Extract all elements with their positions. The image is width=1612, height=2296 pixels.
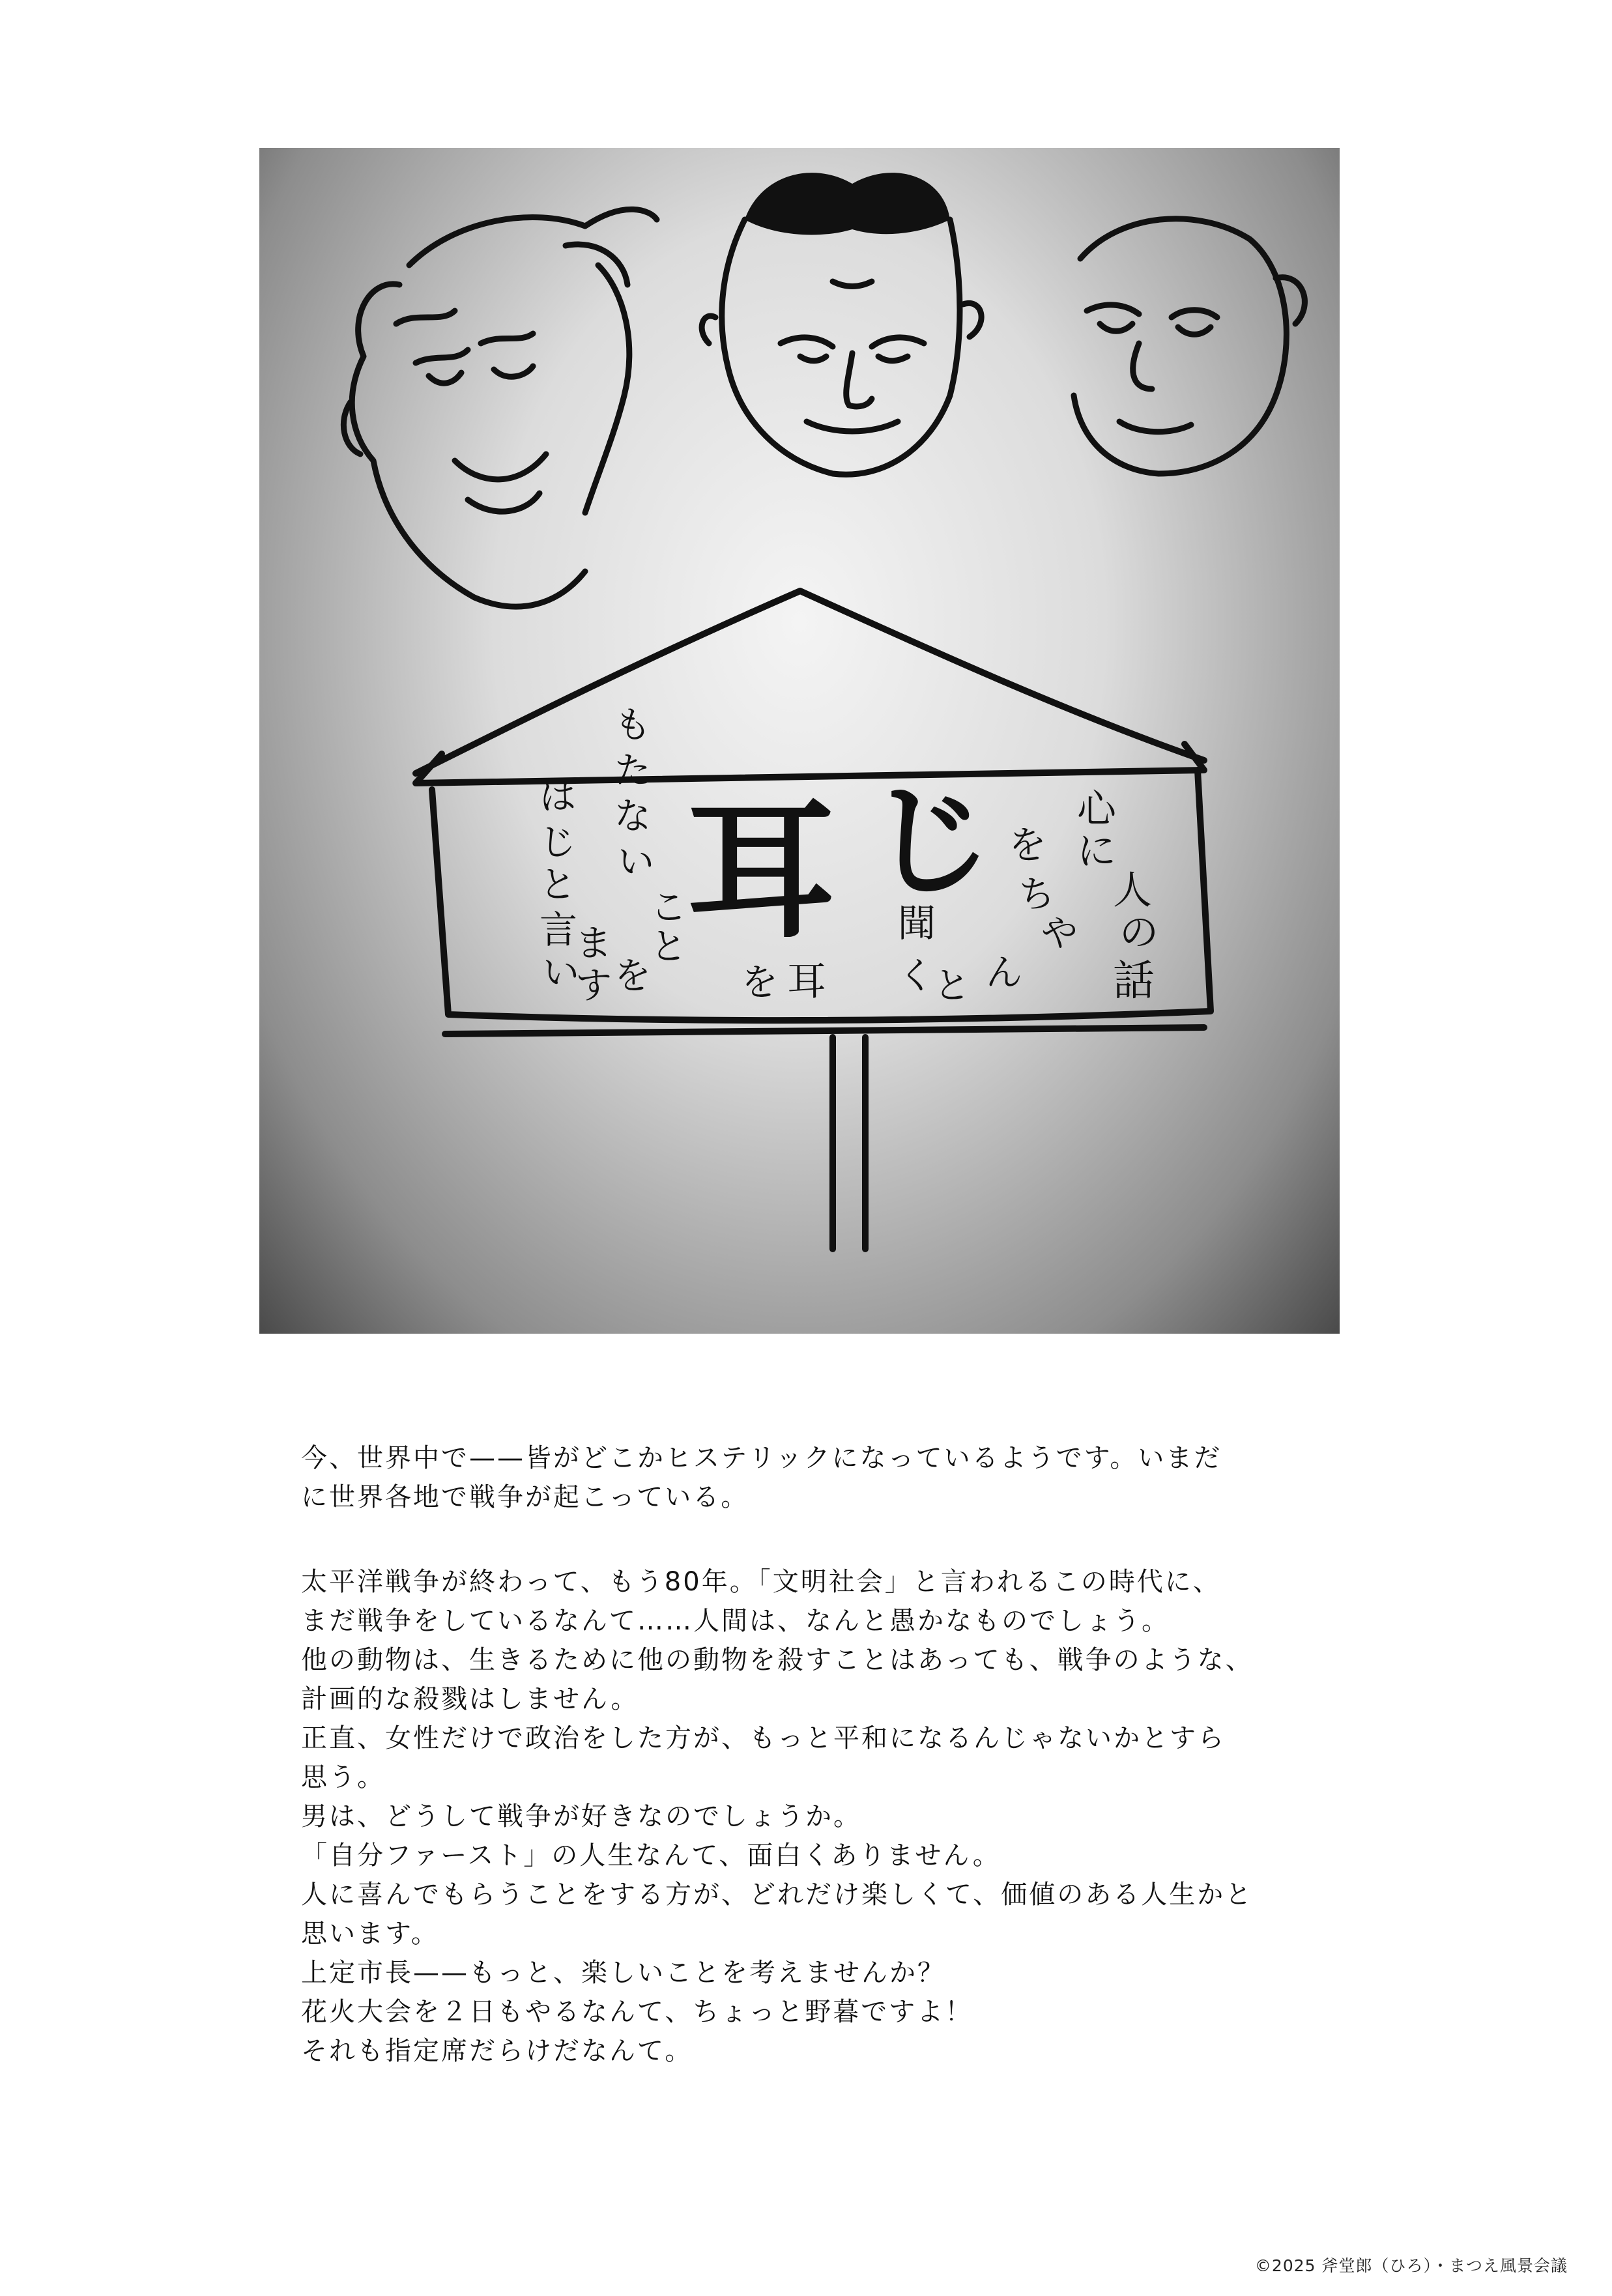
essay-line: 太平洋戦争が終わって、もう80年。「文明社会」と言われるこの時代に、 bbox=[301, 1567, 1221, 1597]
sign-small-char: く bbox=[898, 955, 934, 997]
sign-big-char-2: じ bbox=[869, 768, 993, 913]
sign-small-char: 耳 bbox=[787, 959, 826, 1005]
sign-small-char: 言 bbox=[540, 908, 578, 952]
sign-small-char: ち bbox=[1018, 874, 1055, 916]
essay-line: 「自分ファースト」の人生なんて、面白くありません。 bbox=[301, 1841, 1001, 1871]
sign-small-char: と bbox=[540, 864, 576, 906]
sign-small-char: を bbox=[1009, 823, 1047, 867]
cartoon-illustration bbox=[259, 148, 1340, 1334]
sign-small-char: を bbox=[614, 955, 651, 997]
sign-small-char: 人 bbox=[1113, 868, 1152, 913]
sign-small-char: を bbox=[741, 962, 778, 1004]
sign-small-char: に bbox=[1077, 829, 1116, 874]
essay-line: 他の動物は、生きるために他の動物を殺すことはあっても、戦争のような、 bbox=[301, 1645, 1254, 1675]
essay-line: まだ戦争をしているなんて……人間は、なんと愚かなものでしょう。 bbox=[301, 1606, 1170, 1636]
sign-small-char: じ bbox=[540, 822, 576, 864]
essay-line: 男は、どうして戦争が好きなのでしょうか。 bbox=[301, 1801, 861, 1831]
sign-small-char: ま bbox=[575, 923, 612, 965]
sign-small-char: や bbox=[1041, 913, 1078, 955]
sign-small-char: と bbox=[934, 965, 970, 1007]
caricature-face-left bbox=[343, 209, 657, 607]
sign-small-char: と bbox=[650, 926, 687, 968]
essay-line: 計画的な殺戮はしません。 bbox=[301, 1684, 639, 1714]
sign-small-char: も bbox=[614, 704, 651, 747]
essay-line: 人に喜んでもらうことをする方が、どれだけ楽しくて、価値のある人生かと bbox=[301, 1880, 1254, 1910]
essay-line: 思います。 bbox=[301, 1919, 439, 1949]
essay-line: 花火大会を２日もやるなんて、ちょっと野暮ですよ！ bbox=[301, 1997, 973, 2027]
essay-line: 今、世界中で——皆がどこかヒステリックになっているようです。いまだ bbox=[301, 1443, 1222, 1473]
essay-line: 上定市長——もっと、楽しいことを考えませんか？ bbox=[301, 1958, 945, 1988]
essay-paragraph bbox=[301, 1562, 1317, 2071]
sign-small-char: な bbox=[614, 796, 651, 838]
sign-small-char: た bbox=[614, 750, 651, 792]
cartoon-drawing bbox=[259, 148, 1340, 1334]
sign-small-char: い bbox=[618, 841, 654, 883]
sign-lettering bbox=[540, 704, 1159, 1007]
copyright-notice: ©2025 斧堂郎（ひろ）・まつえ風景会議 bbox=[1254, 2256, 1568, 2275]
essay-body bbox=[301, 1439, 1317, 2071]
essay-paragraph bbox=[301, 1439, 1317, 1517]
sign-small-char: 心 bbox=[1077, 786, 1116, 832]
sign-small-char: は bbox=[540, 776, 576, 818]
paragraph-gap bbox=[301, 1517, 1317, 1562]
essay-line: それも指定席だらけだなんて。 bbox=[301, 2036, 693, 2066]
essay-line: 正直、女性だけで政治をした方が、もっと平和になるんじゃないかとすら bbox=[301, 1723, 1226, 1753]
essay-line: 思う。 bbox=[301, 1762, 385, 1792]
sign-small-char: す bbox=[575, 965, 612, 1007]
caricature-face-right bbox=[1074, 219, 1304, 474]
sign-small-char: こ bbox=[650, 887, 687, 929]
sign-small-char: 話 bbox=[1113, 957, 1155, 1005]
caricature-face-center bbox=[702, 173, 981, 474]
sign-small-char: い bbox=[543, 952, 579, 994]
sign-big-char-1: 耳 bbox=[686, 783, 837, 959]
essay-line: に世界各地で戦争が起こっている。 bbox=[301, 1482, 749, 1512]
sign-small-char: の bbox=[1119, 910, 1159, 956]
sign-small-char: ん bbox=[986, 952, 1022, 994]
sign-small-char: 聞 bbox=[898, 901, 936, 945]
